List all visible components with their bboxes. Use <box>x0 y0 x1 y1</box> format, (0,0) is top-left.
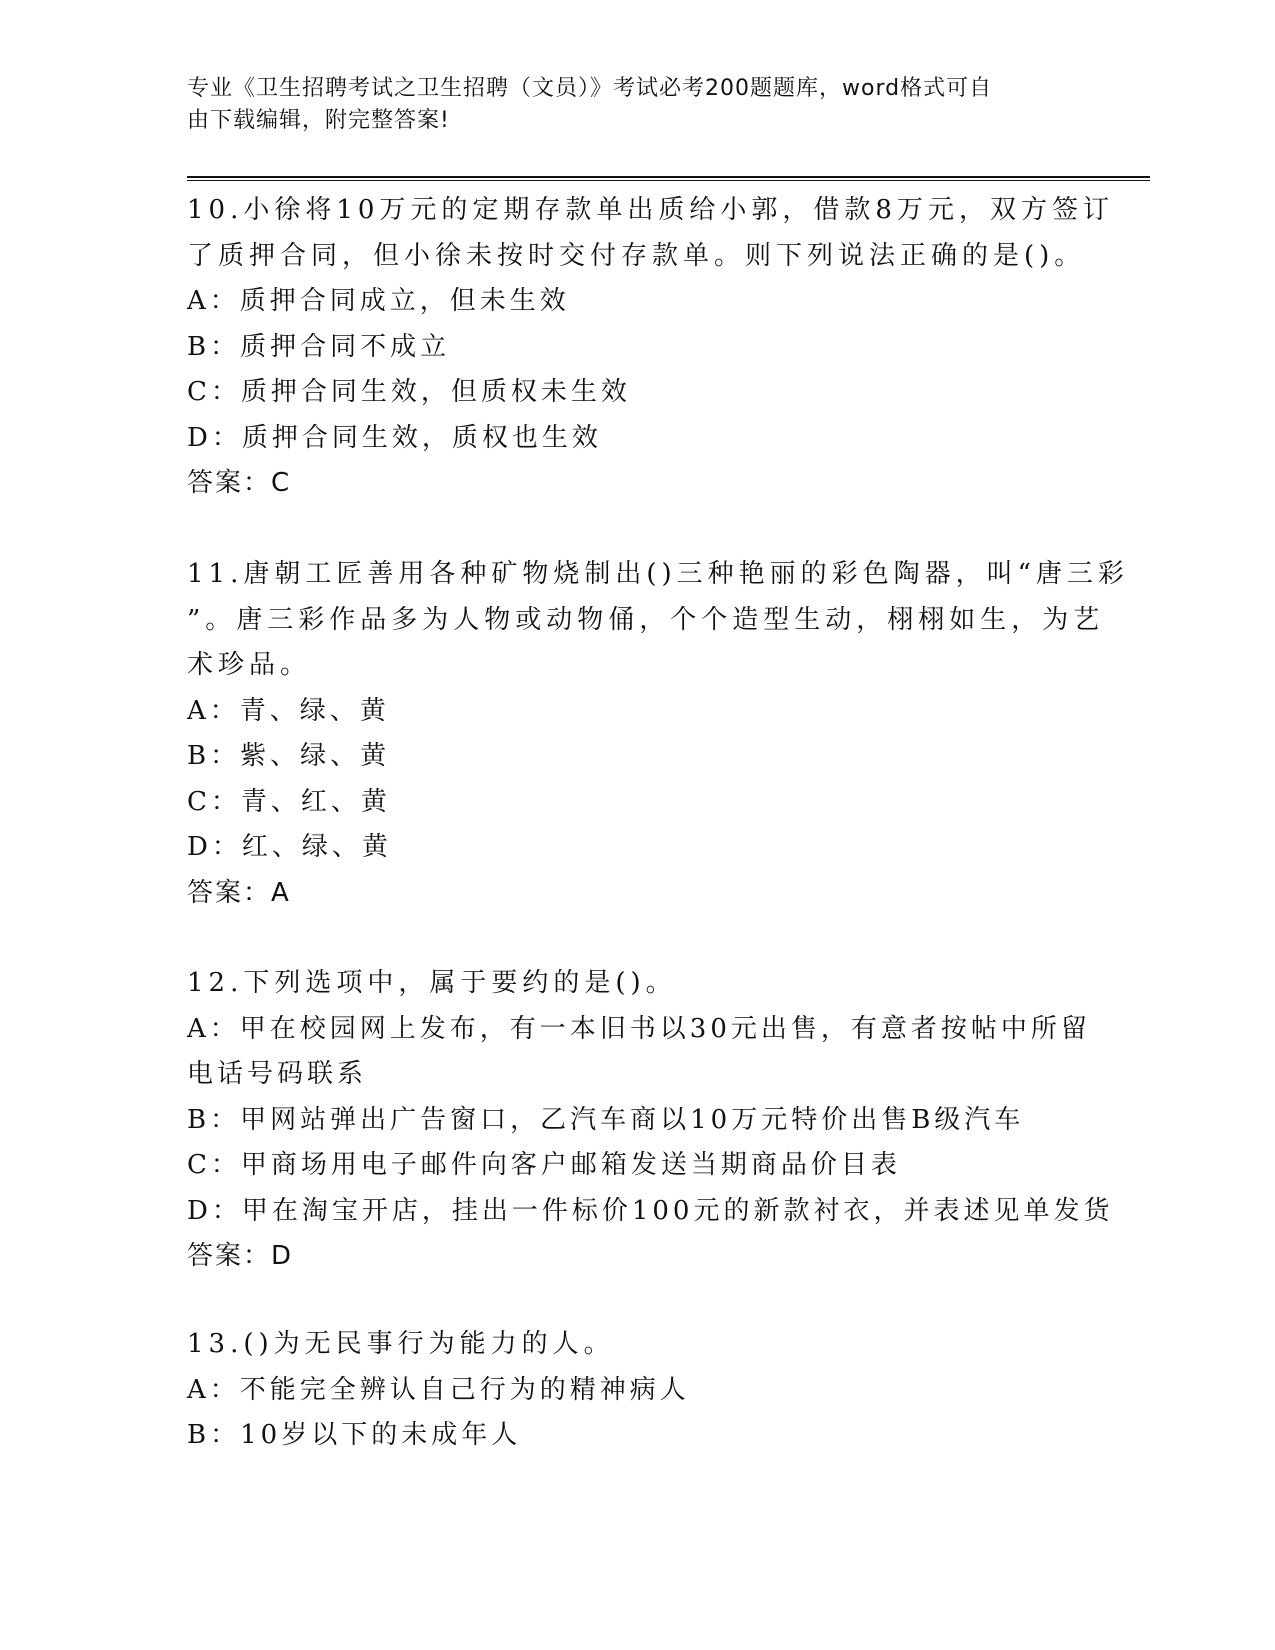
question-stem-line: 10.小徐将10万元的定期存款单出质给小郭，借款8万元，双方签订 <box>187 195 1114 225</box>
option-c: C：青、红、黄 <box>187 786 391 817</box>
option-d: D：红、绿、黄 <box>187 832 392 862</box>
question-stem-line: 术珍品。 <box>187 650 312 680</box>
question-stem-line: 12.下列选项中，属于要约的是()。 <box>187 968 677 998</box>
answer: 答案：D <box>187 1241 294 1271</box>
question-13 <box>187 1322 1087 1459</box>
option-b: B：质押合同不成立 <box>187 331 451 362</box>
answer: 答案：A <box>187 877 291 908</box>
document-header <box>187 73 1067 137</box>
question-stem-line: ”。唐三彩作品多为人物或动物俑，个个造型生动，栩栩如生，为艺 <box>187 604 1105 635</box>
option-a: A：青、绿、黄 <box>187 695 390 726</box>
option-b: B：10岁以下的未成年人 <box>187 1420 522 1450</box>
question-10 <box>187 188 1114 507</box>
question-12 <box>187 961 1114 1280</box>
header-divider-thin <box>187 180 1150 181</box>
option-b: B：紫、绿、黄 <box>187 741 391 771</box>
header-divider-thick <box>187 176 1150 178</box>
header-line-2: 由下载编辑，附完整答案! <box>187 108 450 133</box>
header-line-1: 专业《卫生招聘考试之卫生招聘（文员）》考试必考200题题库，word格式可自 <box>187 76 993 101</box>
question-11 <box>187 552 1129 916</box>
question-stem-line: 13.()为无民事行为能力的人。 <box>187 1329 615 1359</box>
option-a: A：不能完全辨认自己行为的精神病人 <box>187 1374 690 1405</box>
option-b: B：甲网站弹出广告窗口，乙汽车商以10万元特价出售B级汽车 <box>187 1104 1025 1135</box>
option-d: D：质押合同生效，质权也生效 <box>187 422 602 453</box>
answer: 答案：C <box>187 468 292 498</box>
question-stem-line: 了质押合同，但小徐未按时交付存款单。则下列说法正确的是()。 <box>187 240 1086 271</box>
option-c: C：质押合同生效，但质权未生效 <box>187 377 631 407</box>
option-a: A：甲在校园网上发布，有一本旧书以30元出售，有意者按帖中所留 <box>187 1013 1091 1044</box>
option-a: A：质押合同成立，但未生效 <box>187 286 570 316</box>
question-stem-line: 11.唐朝工匠善用各种矿物烧制出()三种艳丽的彩色陶器，叫“唐三彩 <box>187 559 1129 589</box>
option-c: C：甲商场用电子邮件向客户邮箱发送当期商品价目表 <box>187 1150 901 1180</box>
option-a-continued: 电话号码联系 <box>187 1059 368 1089</box>
option-d: D：甲在淘宝开店，挂出一件标价100元的新款衬衣，并表述见单发货 <box>187 1195 1114 1226</box>
